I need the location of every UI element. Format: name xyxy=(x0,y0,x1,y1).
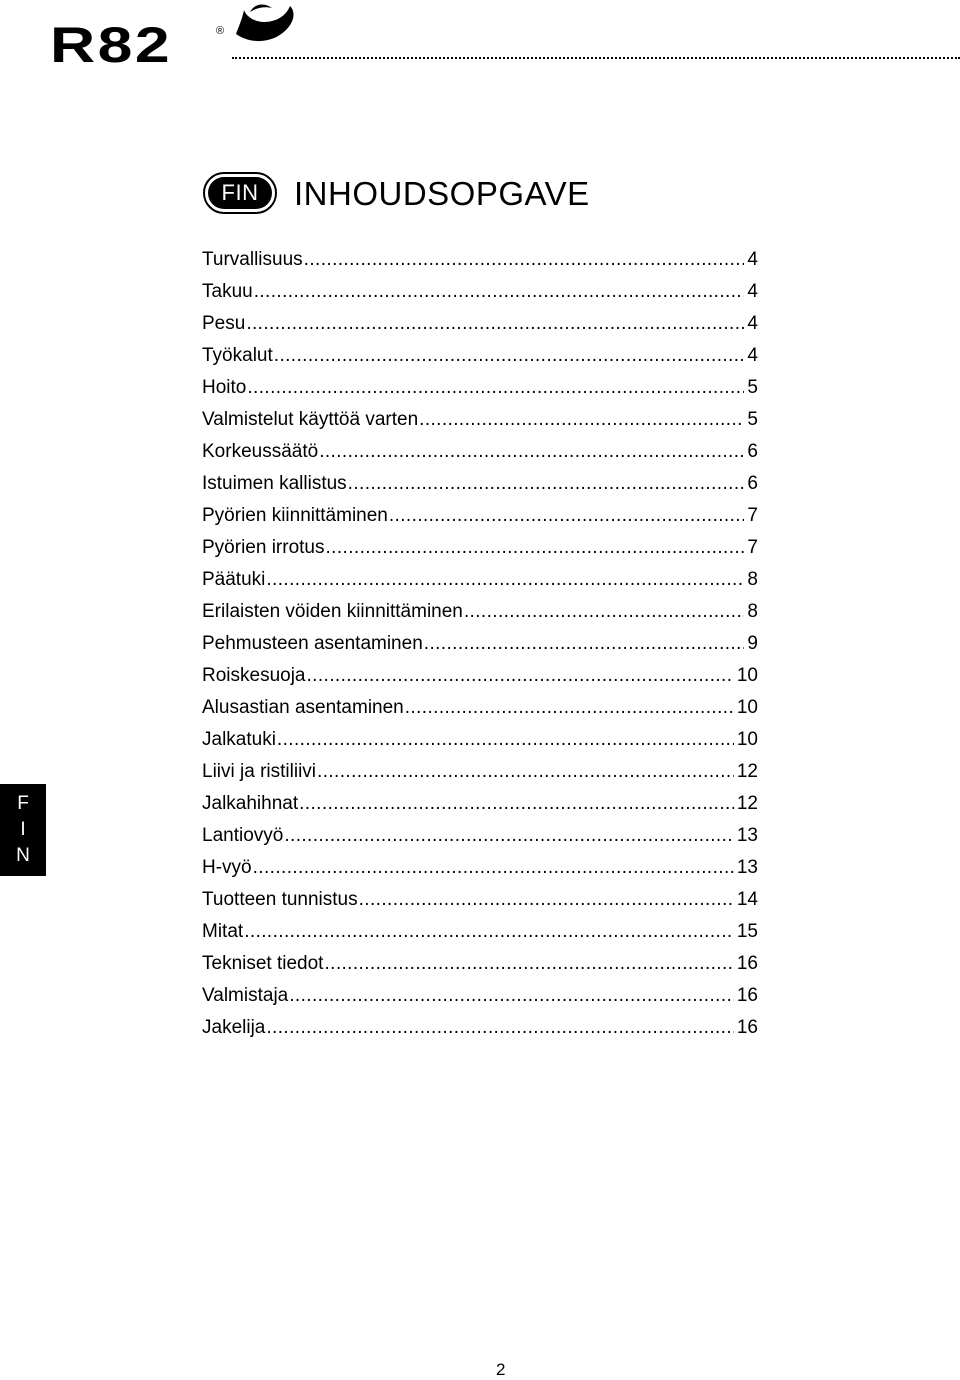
toc-entry-page: 12 xyxy=(736,761,758,782)
toc-entry-page: 7 xyxy=(747,537,758,558)
toc-entry-page: 5 xyxy=(747,409,758,430)
toc-entry-label: Lantiovyö xyxy=(202,825,284,846)
toc-dot-leader xyxy=(253,852,734,884)
toc-entry[interactable] xyxy=(202,980,758,1012)
toc-entry-label: Erilaisten vöiden kiinnittäminen xyxy=(202,601,463,622)
r82-logo xyxy=(50,0,300,72)
toc-entry-label: Takuu xyxy=(202,281,253,302)
toc-entry-page: 13 xyxy=(736,825,758,846)
toc-entry-label: Jakelija xyxy=(202,1017,266,1038)
toc-dot-leader xyxy=(389,500,745,532)
toc-entry[interactable] xyxy=(202,372,758,404)
toc-entry-page: 15 xyxy=(736,921,758,942)
toc-entry-page: 4 xyxy=(747,313,758,334)
toc-dot-leader xyxy=(266,1012,733,1044)
toc-entry-label: Korkeussäätö xyxy=(202,441,319,462)
toc-entry[interactable] xyxy=(202,660,758,692)
toc-entry[interactable] xyxy=(202,596,758,628)
logo-swoosh-icon xyxy=(236,5,293,42)
toc-entry-label: Tekniset tiedot xyxy=(202,953,324,974)
toc-entry[interactable] xyxy=(202,628,758,660)
toc-entry[interactable] xyxy=(202,468,758,500)
toc-entry-page: 4 xyxy=(747,345,758,366)
page-number: 2 xyxy=(496,1360,506,1379)
toc-dot-leader xyxy=(284,820,734,852)
toc-entry-label: Mitat xyxy=(202,921,244,942)
toc-entry[interactable] xyxy=(202,692,758,724)
r82-logo-graphic xyxy=(50,0,300,72)
toc-dot-leader xyxy=(254,276,745,308)
toc-entry[interactable] xyxy=(202,532,758,564)
side-tab-letter: F xyxy=(17,793,29,814)
toc-entry[interactable] xyxy=(202,788,758,820)
language-badge xyxy=(203,172,277,214)
toc-entry[interactable] xyxy=(202,404,758,436)
toc-entry-label: Pyörien kiinnittäminen xyxy=(202,505,388,526)
toc-dot-leader xyxy=(424,628,745,660)
toc-entry[interactable] xyxy=(202,1012,758,1044)
toc-entry[interactable] xyxy=(202,436,758,468)
toc-entry-page: 5 xyxy=(747,377,758,398)
toc-dot-leader xyxy=(319,436,744,468)
toc-dot-leader xyxy=(247,372,744,404)
toc-entry-page: 14 xyxy=(736,889,758,910)
toc-entry-page: 9 xyxy=(747,633,758,654)
toc-dot-leader xyxy=(266,564,744,596)
language-badge-label: FIN xyxy=(208,177,272,209)
toc-dot-leader xyxy=(307,660,734,692)
registered-mark: ® xyxy=(216,25,225,37)
toc-entry-page: 16 xyxy=(736,953,758,974)
toc-entry-page: 10 xyxy=(736,697,758,718)
page-title: INHOUDSOPGAVE xyxy=(294,174,590,212)
toc-entry[interactable] xyxy=(202,916,758,948)
toc-entry[interactable] xyxy=(202,564,758,596)
toc-entry[interactable] xyxy=(202,308,758,340)
header-dotted-rule xyxy=(232,57,960,59)
toc-entry-label: Hoito xyxy=(202,377,247,398)
toc-entry-label: Pyörien irrotus xyxy=(202,537,325,558)
toc-dot-leader xyxy=(359,884,734,916)
toc-entry[interactable] xyxy=(202,244,758,276)
toc-dot-leader xyxy=(246,308,744,340)
toc-entry-page: 16 xyxy=(736,1017,758,1038)
toc-entry[interactable] xyxy=(202,852,758,884)
toc-entry-page: 4 xyxy=(747,249,758,270)
logo-text: R82 xyxy=(50,16,173,72)
toc-entry-page: 8 xyxy=(747,601,758,622)
toc-entry-label: Pehmusteen asentaminen xyxy=(202,633,423,654)
toc-entry-label: Päätuki xyxy=(202,569,266,590)
toc-entry-label: H-vyö xyxy=(202,857,252,878)
toc-entry-label: Jalkatuki xyxy=(202,729,276,750)
toc-entry[interactable] xyxy=(202,948,758,980)
toc-dot-leader xyxy=(277,724,734,756)
toc-entry[interactable] xyxy=(202,724,758,756)
toc-dot-leader xyxy=(299,788,734,820)
toc-dot-leader xyxy=(289,980,734,1012)
toc-dot-leader xyxy=(304,244,745,276)
toc-entry-page: 10 xyxy=(736,665,758,686)
toc-dot-leader xyxy=(326,532,745,564)
toc-dot-leader xyxy=(348,468,745,500)
title-row xyxy=(203,172,590,214)
toc-entry[interactable] xyxy=(202,276,758,308)
side-tab-letter: N xyxy=(16,845,30,866)
toc-entry-label: Valmistaja xyxy=(202,985,289,1006)
toc-dot-leader xyxy=(405,692,734,724)
toc-entry[interactable] xyxy=(202,500,758,532)
toc-entry-label: Roiskesuoja xyxy=(202,665,306,686)
toc-dot-leader xyxy=(317,756,734,788)
toc-entry-page: 16 xyxy=(736,985,758,1006)
toc-dot-leader xyxy=(419,404,744,436)
toc-dot-leader xyxy=(464,596,745,628)
toc-entry-page: 6 xyxy=(747,441,758,462)
toc-entry-label: Alusastian asentaminen xyxy=(202,697,404,718)
table-of-contents xyxy=(202,244,758,1044)
side-language-tab xyxy=(0,784,46,876)
toc-entry-page: 6 xyxy=(747,473,758,494)
toc-entry-page: 12 xyxy=(736,793,758,814)
toc-entry-page: 7 xyxy=(747,505,758,526)
toc-dot-leader xyxy=(324,948,733,980)
toc-entry-label: Pesu xyxy=(202,313,246,334)
side-tab-letter: I xyxy=(20,819,26,840)
toc-entry-label: Työkalut xyxy=(202,345,273,366)
toc-entry[interactable] xyxy=(202,820,758,852)
toc-entry-label: Valmistelut käyttöä varten xyxy=(202,409,419,430)
toc-entry-page: 13 xyxy=(736,857,758,878)
toc-entry-label: Tuotteen tunnistus xyxy=(202,889,358,910)
toc-entry[interactable] xyxy=(202,340,758,372)
toc-entry-label: Liivi ja ristiliivi xyxy=(202,761,317,782)
toc-entry-page: 4 xyxy=(747,281,758,302)
toc-entry-page: 8 xyxy=(747,569,758,590)
toc-entry-label: Istuimen kallistus xyxy=(202,473,347,494)
toc-entry-label: Turvallisuus xyxy=(202,249,303,270)
toc-entry-page: 10 xyxy=(736,729,758,750)
toc-entry[interactable] xyxy=(202,884,758,916)
toc-dot-leader xyxy=(274,340,745,372)
toc-entry-label: Jalkahihnat xyxy=(202,793,299,814)
toc-dot-leader xyxy=(244,916,734,948)
toc-entry[interactable] xyxy=(202,756,758,788)
